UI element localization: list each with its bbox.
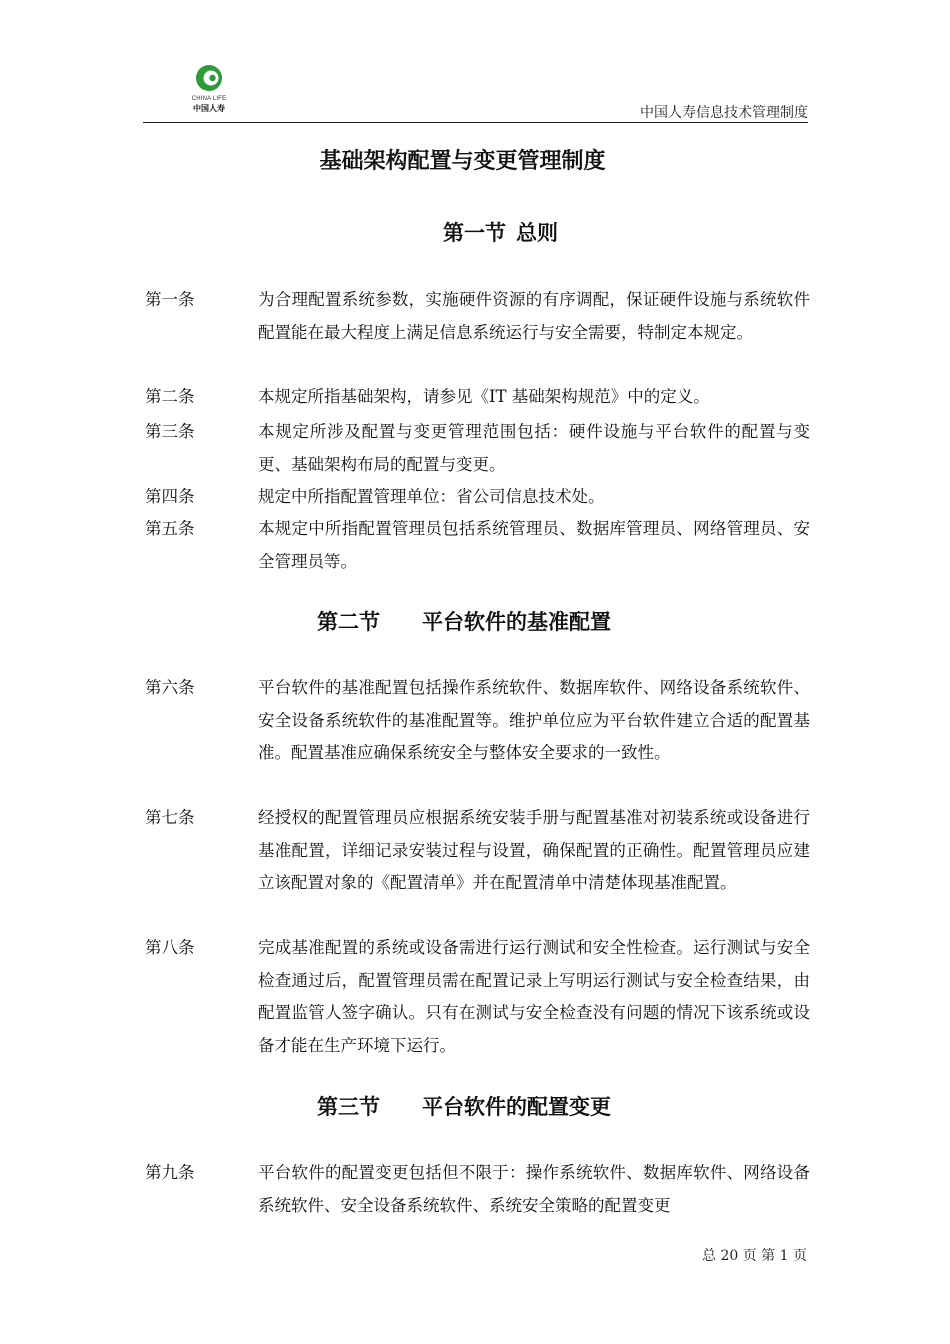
article-text: 为合理配置系统参数，实施硬件资源的有序调配，保证硬件设施与系统软件配置能在最大程度上满足信息系统运行与安全需要，特制定本规定。	[258, 290, 810, 342]
article-number: 第九条	[145, 1163, 195, 1182]
section-title	[443, 217, 558, 247]
article-text: 本规定中所指配置管理员包括系统管理员、数据库管理员、网络管理员、安全管理员等。	[258, 519, 810, 571]
section-number: 第一节	[443, 221, 506, 245]
section-name: 总则	[516, 221, 558, 245]
article-text: 平台软件的基准配置包括操作系统软件、数据库软件、网络设备系统软件、安全设备系统软件的基准配置等。维护单位应为平台软件建立合适的配置基准。配置基准应确保系统安全与整体安全要求的一致性。	[258, 678, 810, 762]
section-name: 平台软件的基准配置	[422, 610, 611, 634]
article-number: 第一条	[145, 290, 195, 309]
logo-chinese-text: 中国人寿	[193, 104, 225, 113]
logo-english-text: CHINA LIFE	[191, 96, 227, 102]
china-life-emblem-icon	[185, 62, 233, 96]
article-number: 第五条	[145, 519, 195, 538]
article-text: 平台软件的配置变更包括但不限于：操作系统软件、数据库软件、网络设备系统软件、安全设备系统软件、系统安全策略的配置变更	[258, 1163, 810, 1215]
article-text: 完成基准配置的系统或设备需进行运行测试和安全性检查。运行测试与安全检查通过后，配置管理员需在配置记录上写明运行测试与安全检查结果，由配置监管人签字确认。只有在测试与安全检查没有问题的情况下该系统或设备才能在生产环境下运行。	[258, 938, 810, 1055]
document-title: 基础架构配置与变更管理制度	[319, 149, 606, 174]
article	[145, 513, 810, 578]
section-title	[317, 606, 611, 636]
section-title	[317, 1091, 611, 1121]
article-number: 第二条	[145, 387, 195, 406]
article-text: 经授权的配置管理员应根据系统安装手册与配置基准对初装系统或设备进行基准配置，详细记录安装过程与设置，确保配置的正确性。配置管理员应建立该配置对象的《配置清单》并在配置清单中清楚体现基准配置。	[258, 808, 810, 892]
article	[145, 672, 810, 770]
article	[145, 284, 810, 349]
article	[145, 416, 810, 481]
header-title: 中国人寿信息技术管理制度	[640, 105, 808, 121]
china-life-logo	[185, 62, 233, 118]
article-text: 本规定所指基础架构，请参见《IT 基础架构规范》中的定义。	[258, 387, 710, 406]
article-text: 本规定所涉及配置与变更管理范围包括：硬件设施与平台软件的配置与变更、基础架构布局的配置与变更。	[258, 422, 810, 474]
section-name: 平台软件的配置变更	[422, 1095, 611, 1119]
article	[145, 1157, 810, 1222]
section-number: 第三节	[317, 1095, 380, 1119]
article	[145, 481, 810, 514]
article-text: 规定中所指配置管理单位：省公司信息技术处。	[258, 487, 605, 506]
article	[145, 802, 810, 900]
article	[145, 381, 810, 414]
article-number: 第六条	[145, 678, 195, 697]
page-footer: 总 20 页 第 1 页	[702, 1248, 807, 1264]
article-number: 第七条	[145, 808, 195, 827]
page-header	[143, 60, 808, 123]
article-number: 第三条	[145, 422, 195, 441]
article	[145, 932, 810, 1062]
article-number: 第四条	[145, 487, 195, 506]
section-number: 第二节	[317, 610, 380, 634]
article-number: 第八条	[145, 938, 195, 957]
